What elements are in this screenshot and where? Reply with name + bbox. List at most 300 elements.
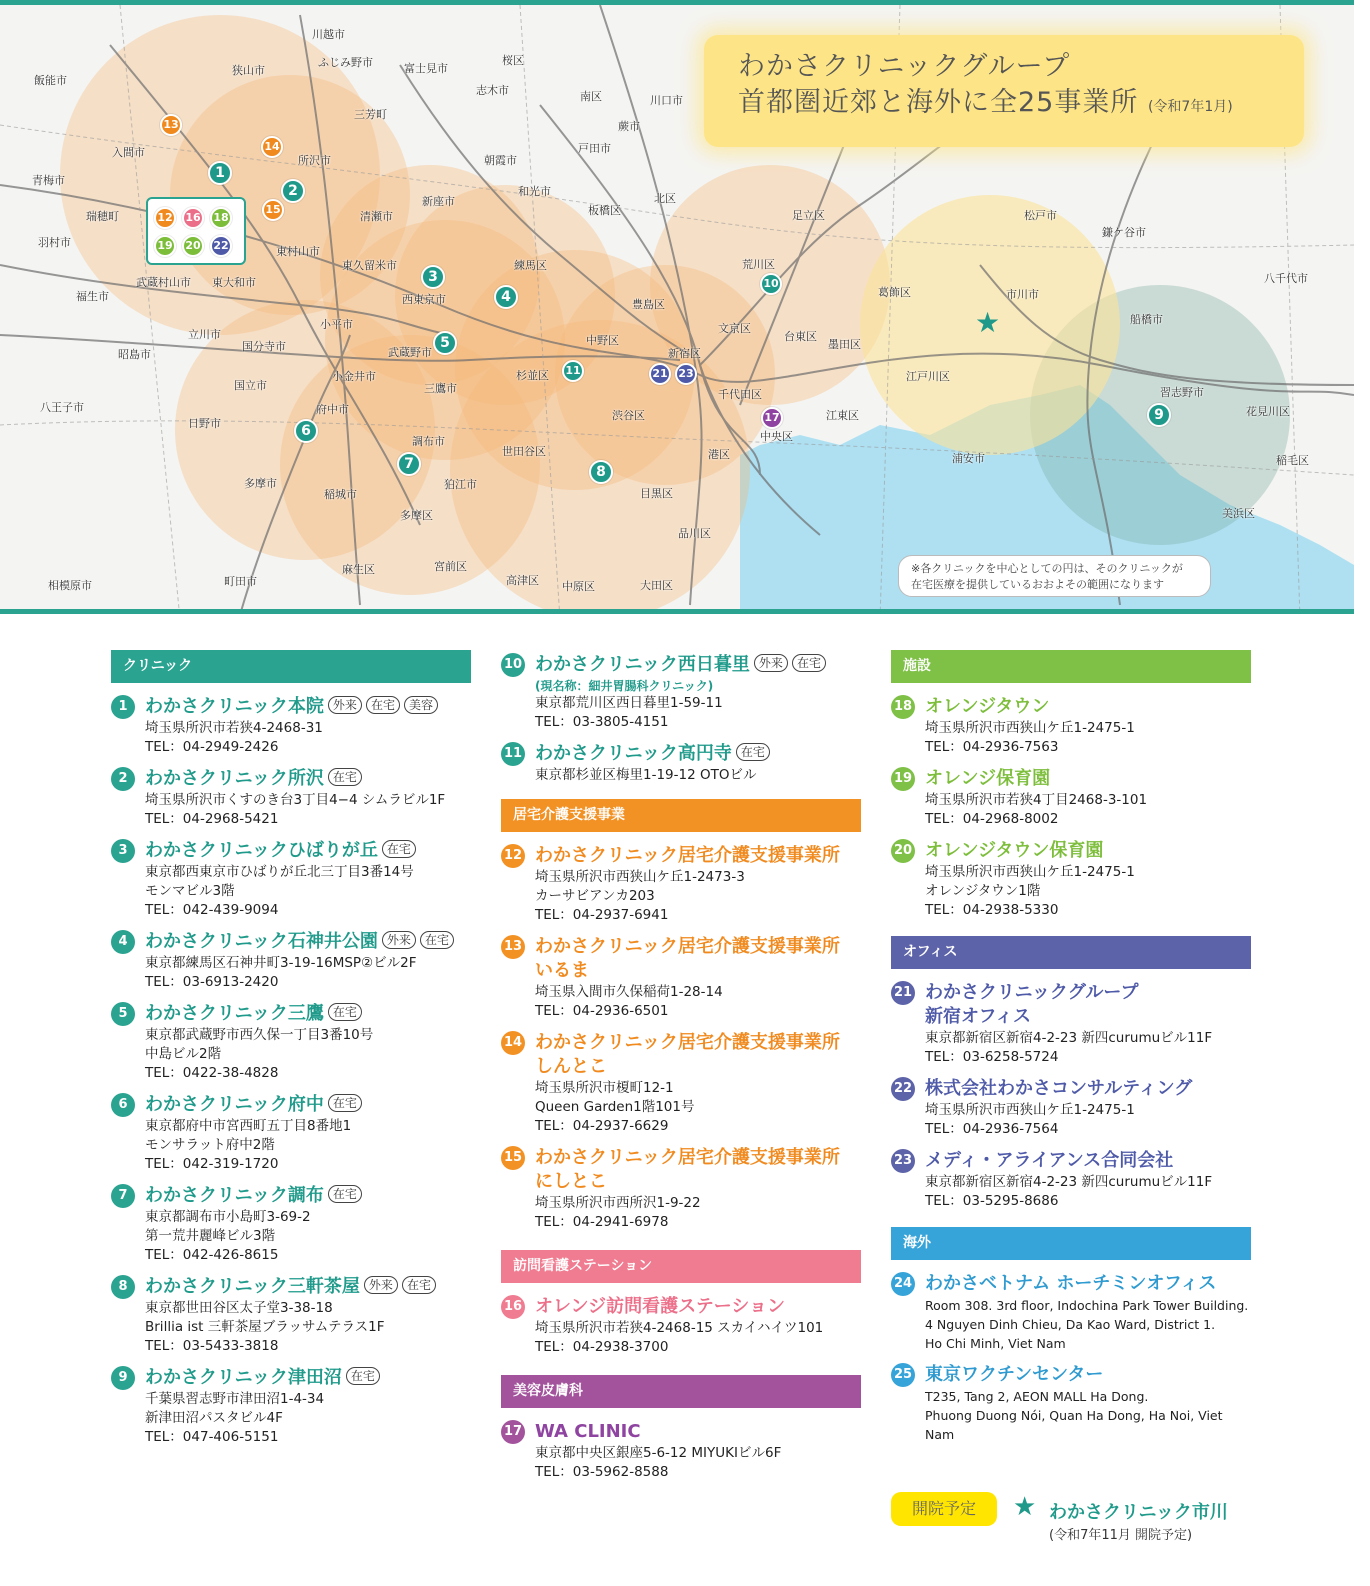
entry-name-line2: にしとこ [535, 1171, 607, 1192]
entry-name-text: オレンジタウン [925, 696, 1050, 717]
map-marker-18[interactable]: 18 [210, 207, 232, 229]
entry-name[interactable] [535, 1031, 861, 1055]
place-label: 東村山市 [276, 245, 320, 258]
entry-address: Room 308. 3rd floor, Indochina Park Tower Building. [925, 1298, 1249, 1313]
place-label: 昭島市 [118, 348, 151, 361]
office-entry [501, 1295, 861, 1357]
service-tag: 在宅 [420, 931, 454, 949]
entry-name[interactable] [535, 844, 861, 868]
area-map [0, 0, 1354, 614]
map-marker-6[interactable]: 6 [294, 419, 318, 443]
place-label: 高津区 [506, 574, 539, 587]
entry-number-badge: 17 [501, 1420, 525, 1444]
map-marker-23[interactable]: 23 [675, 363, 697, 385]
office-entry [111, 1093, 471, 1174]
office-entry [501, 1031, 861, 1136]
entry-address: 東京都中央区銀座5-6-12 MIYUKIビル6F [535, 1445, 782, 1461]
place-label: 府中市 [316, 403, 349, 416]
column-right [891, 650, 1251, 1454]
place-label: 稲毛区 [1276, 454, 1309, 467]
map-marker-1[interactable]: 1 [208, 161, 232, 185]
service-tag: 在宅 [328, 1185, 362, 1203]
place-label: 台東区 [784, 330, 817, 343]
place-label: 千代田区 [718, 388, 762, 401]
place-label: 三芳町 [354, 108, 387, 121]
place-label: 江東区 [826, 409, 859, 422]
entry-phone: TEL：04-2941-6978 [535, 1214, 669, 1230]
planned-badge: 開院予定 [891, 1492, 997, 1526]
entry-name[interactable] [925, 981, 1251, 1005]
entry-number-badge: 25 [891, 1363, 915, 1387]
entry-address: 千葉県習志野市津田沼1-4-34 [145, 1391, 325, 1407]
entry-phone: TEL：042-426-8615 [145, 1247, 279, 1263]
service-tag: 美容 [404, 696, 438, 714]
office-entry [111, 767, 471, 829]
section-header-facility: 施設 [891, 650, 1251, 683]
place-label: 大田区 [640, 579, 673, 592]
entry-number-badge: 7 [111, 1184, 135, 1208]
entry-phone: TEL：04-2936-7563 [925, 739, 1059, 755]
place-label: 渋谷区 [612, 409, 645, 422]
entry-phone: TEL：04-2949-2426 [145, 739, 279, 755]
place-label: 立川市 [188, 328, 221, 341]
place-label: 武蔵村山市 [136, 276, 191, 289]
entry-number-badge: 11 [501, 742, 525, 766]
entry-phone: TEL：03-5433-3818 [145, 1338, 279, 1354]
entry-number-badge: 9 [111, 1366, 135, 1390]
place-label: 鎌ケ谷市 [1102, 226, 1146, 239]
service-tag: 在宅 [328, 768, 362, 786]
entry-address: モンマビル3階 [145, 883, 235, 899]
map-marker-5[interactable]: 5 [433, 331, 457, 355]
place-label: 飯能市 [34, 74, 67, 87]
place-label: 中野区 [586, 334, 619, 347]
entry-name[interactable] [145, 695, 471, 719]
entry-number-badge: 10 [501, 653, 525, 677]
entry-name[interactable] [145, 839, 471, 863]
entry-address: 第一荒井麗峰ビル3階 [145, 1228, 276, 1244]
map-marker-8[interactable]: 8 [589, 460, 613, 484]
service-tag: 外来 [364, 1276, 398, 1294]
entry-address: 埼玉県所沢市若狭4丁目2468-3-101 [925, 792, 1148, 808]
entry-phone: TEL：03-5295-8686 [925, 1193, 1059, 1209]
office-entry [111, 1275, 471, 1356]
marker-cluster[interactable] [146, 197, 246, 265]
entry-name[interactable] [145, 930, 471, 954]
place-label: 所沢市 [298, 154, 331, 167]
place-label: 清瀬市 [360, 210, 393, 223]
place-label: 日野市 [188, 417, 221, 430]
entry-address: モンサラット府中2階 [145, 1137, 275, 1153]
entry-number-badge: 8 [111, 1275, 135, 1299]
entry-address: Brillia ist 三軒茶屋ブラッサムテラス1F [145, 1319, 385, 1335]
place-label: 東大和市 [212, 276, 256, 289]
entry-name[interactable] [535, 653, 861, 677]
entry-address: Queen Garden1階101号 [535, 1099, 695, 1115]
planned-star-icon[interactable]: ★ [975, 306, 1001, 339]
entry-address: 埼玉県入間市久保稲荷1-28-14 [535, 984, 723, 1000]
service-tag: 在宅 [382, 840, 416, 858]
section-header-care: 居宅介護支援事業 [501, 799, 861, 832]
map-marker-15[interactable]: 15 [262, 199, 284, 221]
entry-name[interactable] [535, 1295, 861, 1319]
place-label: 和光市 [518, 185, 551, 198]
place-label: 墨田区 [828, 338, 861, 351]
entry-address: 東京都世田谷区太子堂3-38-18 [145, 1300, 333, 1316]
place-label: 目黒区 [640, 487, 673, 500]
entry-number-badge: 15 [501, 1146, 525, 1170]
map-title-main: 首都圏近郊と海外に全25事業所 [738, 87, 1139, 119]
entry-address: 埼玉県所沢市榎町12-1 [535, 1080, 674, 1096]
entry-name[interactable] [535, 742, 861, 766]
column-left [111, 650, 471, 1457]
entry-name-text: オレンジ保育園 [925, 768, 1051, 789]
map-title-line1: わかさクリニックグループ [738, 51, 1071, 82]
entry-name-text: わかさクリニック居宅介護支援事業所 [535, 1147, 840, 1168]
entry-phone: TEL：03-3805-4151 [535, 714, 669, 730]
entry-phone: TEL：04-2937-6629 [535, 1118, 669, 1134]
section-header-overseas: 海外 [891, 1227, 1251, 1260]
place-label: 北区 [654, 192, 676, 205]
place-label: 新宿区 [668, 347, 701, 360]
entry-name-text: オレンジタウン保育園 [925, 840, 1104, 861]
service-tag: 在宅 [346, 1367, 380, 1385]
planned-opening [891, 1490, 1251, 1546]
entry-phone: TEL：03-6258-5724 [925, 1049, 1059, 1065]
entry-name[interactable] [145, 1002, 471, 1026]
map-marker-9[interactable]: 9 [1147, 403, 1171, 427]
service-tag: 外来 [328, 696, 362, 714]
entry-number-badge: 14 [501, 1031, 525, 1055]
entry-phone: TEL：0422-38-4828 [145, 1065, 279, 1081]
map-marker-17[interactable]: 17 [761, 407, 783, 429]
place-label: 国立市 [234, 379, 267, 392]
office-entry [891, 1077, 1251, 1139]
place-label: 八王子市 [40, 401, 84, 414]
entry-phone: TEL：04-2968-8002 [925, 811, 1059, 827]
place-label: 浦安市 [952, 452, 985, 465]
office-entry [891, 1149, 1251, 1211]
office-entry [891, 839, 1251, 920]
place-label: 船橋市 [1130, 313, 1163, 326]
place-label: 入間市 [112, 146, 145, 159]
entry-name-text: わかさクリニック高円寺 [535, 743, 732, 764]
entry-name[interactable] [925, 1272, 1251, 1296]
place-label: 宮前区 [434, 560, 467, 573]
entry-number-badge: 2 [111, 767, 135, 791]
map-note-line2: 在宅医療を提供しているおおよその範囲になります [911, 578, 1164, 591]
section-header-office: オフィス [891, 936, 1251, 969]
entry-address: 埼玉県所沢市若狭4-2468-31 [145, 720, 323, 736]
map-marker-19[interactable]: 19 [154, 235, 176, 257]
office-entry [501, 1420, 861, 1482]
place-label: 八千代市 [1264, 272, 1308, 285]
place-label: 美浜区 [1222, 507, 1255, 520]
map-marker-21[interactable]: 21 [649, 363, 671, 385]
entry-name[interactable] [145, 1275, 471, 1299]
entry-name[interactable] [535, 1146, 861, 1170]
place-label: 小平市 [320, 318, 353, 331]
entry-name[interactable] [145, 1184, 471, 1208]
entry-number-badge: 18 [891, 695, 915, 719]
map-note [898, 555, 1211, 597]
place-label: 小金井市 [332, 370, 376, 383]
place-label: 板橋区 [588, 204, 621, 217]
entry-number-badge: 13 [501, 935, 525, 959]
entry-name-text: わかさクリニック府中 [145, 1094, 324, 1115]
map-marker-11[interactable]: 11 [562, 360, 584, 382]
place-label: 稲城市 [324, 488, 357, 501]
entry-phone: TEL：04-2968-5421 [145, 811, 279, 827]
entry-address: 新津田沼パスタビル4F [145, 1410, 283, 1426]
entry-address: 東京都調布市小島町3-69-2 [145, 1209, 311, 1225]
entry-number-badge: 4 [111, 930, 135, 954]
place-label: 松戸市 [1024, 209, 1057, 222]
place-label: 葛飾区 [878, 286, 911, 299]
service-tag: 在宅 [736, 743, 770, 761]
service-tag: 在宅 [366, 696, 400, 714]
entry-address: T235, Tang 2, AEON MALL Ha Dong. [925, 1389, 1149, 1404]
entry-address: 4 Nguyen Dinh Chieu, Da Kao Ward, District 1. [925, 1317, 1216, 1332]
place-label: 麻生区 [342, 563, 375, 576]
section-header-beauty: 美容皮膚科 [501, 1375, 861, 1408]
entry-phone: TEL：042-439-9094 [145, 902, 279, 918]
entry-name[interactable] [925, 767, 1251, 791]
place-label: 狭山市 [232, 64, 265, 77]
entry-address: 中島ビル2階 [145, 1046, 222, 1062]
entry-address: 東京都杉並区梅里1-19-12 OTOビル [535, 767, 757, 783]
place-label: 相模原市 [48, 579, 92, 592]
entry-name[interactable] [535, 1420, 861, 1444]
service-tag: 外来 [754, 654, 788, 672]
place-label: 文京区 [718, 322, 751, 335]
map-marker-10[interactable]: 10 [760, 273, 782, 295]
place-label: 世田谷区 [502, 445, 546, 458]
entry-phone: TEL：03-5962-8588 [535, 1464, 669, 1480]
place-label: 福生市 [76, 290, 109, 303]
entry-phone: TEL：04-2936-7564 [925, 1121, 1059, 1137]
office-entry [891, 767, 1251, 829]
entry-name[interactable] [925, 1363, 1251, 1387]
entry-name-text: わかさクリニックグループ [925, 982, 1139, 1003]
service-tag: 在宅 [328, 1094, 362, 1112]
place-label: 三鷹市 [424, 382, 457, 395]
place-label: 市川市 [1006, 288, 1039, 301]
entry-name[interactable] [535, 935, 861, 959]
entry-phone: TEL：047-406-5151 [145, 1429, 279, 1445]
map-marker-13[interactable]: 13 [160, 114, 182, 136]
place-label: 中原区 [562, 580, 595, 593]
place-label: 瑞穂町 [86, 210, 119, 223]
entry-name-line2: いるま [535, 960, 589, 981]
planned-date: (令和7年11月 開院予定) [1049, 1528, 1193, 1543]
map-marker-20[interactable]: 20 [182, 235, 204, 257]
entry-name[interactable] [925, 839, 1251, 863]
entry-alt-name: (現名称：細井胃腸科クリニック) [535, 679, 714, 693]
place-label: 朝霞市 [484, 154, 517, 167]
entry-number-badge: 22 [891, 1077, 915, 1101]
office-entry [501, 742, 861, 785]
star-icon: ★ [1013, 1492, 1037, 1522]
map-title-line2 [738, 85, 1304, 121]
map-marker-22[interactable]: 22 [210, 235, 232, 257]
entry-name-text: 株式会社わかさコンサルティング [925, 1078, 1193, 1099]
place-label: 町田市 [224, 575, 257, 588]
entry-address: 埼玉県所沢市西狭山ケ丘1-2475-1 [925, 864, 1135, 880]
place-label: 練馬区 [514, 259, 547, 272]
office-entry [111, 839, 471, 920]
place-label: 習志野市 [1160, 386, 1204, 399]
place-label: 江戸川区 [906, 370, 950, 383]
entry-number-badge: 12 [501, 844, 525, 868]
map-marker-3[interactable]: 3 [421, 265, 445, 289]
entry-number-badge: 24 [891, 1272, 915, 1296]
place-label: 東久留米市 [342, 259, 397, 272]
entry-address: 東京都武蔵野市西久保一丁目3番10号 [145, 1027, 374, 1043]
office-entry [111, 1002, 471, 1083]
place-label: 志木市 [476, 84, 509, 97]
entry-name-text: わかさクリニック西日暮里 [535, 654, 750, 675]
entry-name-line2: 新宿オフィス [925, 1006, 1032, 1027]
entry-name-text: わかさクリニック居宅介護支援事業所 [535, 936, 840, 957]
entry-address: 東京都新宿区新宿4-2-23 新四curumuビル11F [925, 1174, 1213, 1190]
entry-address: 埼玉県所沢市西狭山ケ丘1-2475-1 [925, 1102, 1135, 1118]
office-entry [111, 1366, 471, 1447]
entry-address: 埼玉県所沢市くすのき台3丁目4−4 シムラビル1F [145, 792, 446, 808]
place-label: 杉並区 [516, 369, 549, 382]
map-marker-12[interactable]: 12 [154, 207, 176, 229]
place-label: 川越市 [312, 28, 345, 41]
map-marker-4[interactable]: 4 [494, 285, 518, 309]
entry-number-badge: 5 [111, 1002, 135, 1026]
entry-phone: TEL：04-2938-3700 [535, 1339, 669, 1355]
place-label: 多摩区 [400, 509, 433, 522]
place-label: 港区 [708, 448, 730, 461]
entry-name-text: メディ・アライアンス合同会社 [925, 1150, 1174, 1171]
place-label: 荒川区 [742, 258, 775, 271]
entry-phone: TEL：04-2938-5330 [925, 902, 1059, 918]
place-label: 戸田市 [578, 142, 611, 155]
place-label: 青梅市 [32, 174, 65, 187]
entry-name-text: わかさクリニック三軒茶屋 [145, 1276, 360, 1297]
entry-address: 東京都新宿区新宿4-2-23 新四curumuビル11F [925, 1030, 1213, 1046]
place-label: 多摩市 [244, 477, 277, 490]
office-entry [501, 844, 861, 925]
entry-name-text: WA CLINIC [535, 1421, 641, 1442]
map-marker-7[interactable]: 7 [397, 452, 421, 476]
place-label: 足立区 [792, 209, 825, 222]
place-label: ふじみ野市 [318, 56, 373, 69]
planned-clinic-name[interactable]: わかさクリニック市川 [1049, 1502, 1228, 1523]
place-label: 川口市 [650, 94, 683, 107]
office-entry [501, 653, 861, 732]
entry-name[interactable] [145, 1366, 471, 1390]
place-label: 桜区 [502, 54, 524, 67]
entry-address: オレンジタウン1階 [925, 883, 1041, 899]
column-middle [501, 653, 861, 1492]
place-label: 新座市 [422, 195, 455, 208]
service-tag: 外来 [382, 931, 416, 949]
entry-name[interactable] [925, 695, 1251, 719]
place-label: 豊島区 [632, 298, 665, 311]
service-tag: 在宅 [328, 1003, 362, 1021]
entry-name[interactable] [925, 1077, 1251, 1101]
entry-name[interactable] [145, 767, 471, 791]
entry-number-badge: 19 [891, 767, 915, 791]
place-label: 西東京市 [402, 293, 446, 306]
entry-address: Phuong Duong Nói, Quan Ha Dong, Ha Noi, Viet Nam [925, 1408, 1223, 1442]
entry-address: 東京都練馬区石神井町3-19-16MSP②ビル2F [145, 955, 417, 971]
entry-address: 埼玉県所沢市西狭山ケ丘1-2473-3 [535, 869, 745, 885]
entry-number-badge: 3 [111, 839, 135, 863]
entry-phone: TEL：04-2937-6941 [535, 907, 669, 923]
entry-address: 埼玉県所沢市西狭山ケ丘1-2475-1 [925, 720, 1135, 736]
section-header-clinic: クリニック [111, 650, 471, 683]
entry-name-text: わかさクリニック石神井公園 [145, 931, 378, 952]
office-entry [891, 1363, 1251, 1444]
entry-number-badge: 6 [111, 1093, 135, 1117]
entry-number-badge: 16 [501, 1295, 525, 1319]
office-entry [501, 1146, 861, 1232]
map-marker-14[interactable]: 14 [261, 136, 283, 158]
office-entry [111, 930, 471, 992]
place-label: 花見川区 [1246, 405, 1290, 418]
entry-address: 埼玉県所沢市若狭4-2468-15 スカイハイツ101 [535, 1320, 824, 1336]
place-label: 狛江市 [444, 478, 477, 491]
place-label: 中央区 [760, 430, 793, 443]
office-entry [111, 1184, 471, 1265]
service-tag: 在宅 [792, 654, 826, 672]
map-marker-16[interactable]: 16 [182, 207, 204, 229]
entry-phone: TEL：042-319-1720 [145, 1156, 279, 1172]
place-label: 富士見市 [404, 62, 448, 75]
place-label: 国分寺市 [242, 340, 286, 353]
entry-number-badge: 21 [891, 981, 915, 1005]
entry-name-text: わかさクリニック居宅介護支援事業所 [535, 1032, 840, 1053]
entry-name-text: わかさクリニック居宅介護支援事業所 [535, 845, 840, 866]
service-tag: 在宅 [402, 1276, 436, 1294]
map-marker-2[interactable]: 2 [281, 179, 305, 203]
place-label: 南区 [580, 90, 602, 103]
entry-address: カーサビアンカ203 [535, 888, 655, 904]
entry-name-text: わかさクリニック津田沼 [145, 1367, 342, 1388]
map-note-line1: ※各クリニックを中心としての円は、そのクリニックが [911, 562, 1183, 575]
entry-address: Ho Chi Minh, Viet Nam [925, 1336, 1066, 1351]
entry-name-line2: しんとこ [535, 1056, 607, 1077]
entry-name-text: わかさベトナム ホーチミンオフィス [925, 1273, 1217, 1294]
entry-number-badge: 1 [111, 695, 135, 719]
office-entry [891, 695, 1251, 757]
entry-name[interactable] [925, 1149, 1251, 1173]
entry-name-text: わかさクリニック本院 [145, 696, 324, 717]
place-label: 武蔵野市 [388, 346, 432, 359]
entry-name[interactable] [145, 1093, 471, 1117]
entry-address: 埼玉県所沢市西所沢1-9-22 [535, 1195, 701, 1211]
place-label: 調布市 [412, 435, 445, 448]
place-label: 蕨市 [618, 120, 640, 133]
place-label: 品川区 [678, 527, 711, 540]
entry-name-text: 東京ワクチンセンター [925, 1364, 1104, 1385]
office-entry [891, 1272, 1251, 1353]
entry-phone: TEL：03-6913-2420 [145, 974, 279, 990]
entry-name-text: オレンジ訪問看護ステーション [535, 1296, 786, 1317]
entry-number-badge: 20 [891, 839, 915, 863]
entry-number-badge: 23 [891, 1149, 915, 1173]
entry-name-text: わかさクリニック三鷹 [145, 1003, 324, 1024]
office-entry [891, 981, 1251, 1067]
office-entry [501, 935, 861, 1021]
entry-name-text: わかさクリニック所沢 [145, 768, 324, 789]
